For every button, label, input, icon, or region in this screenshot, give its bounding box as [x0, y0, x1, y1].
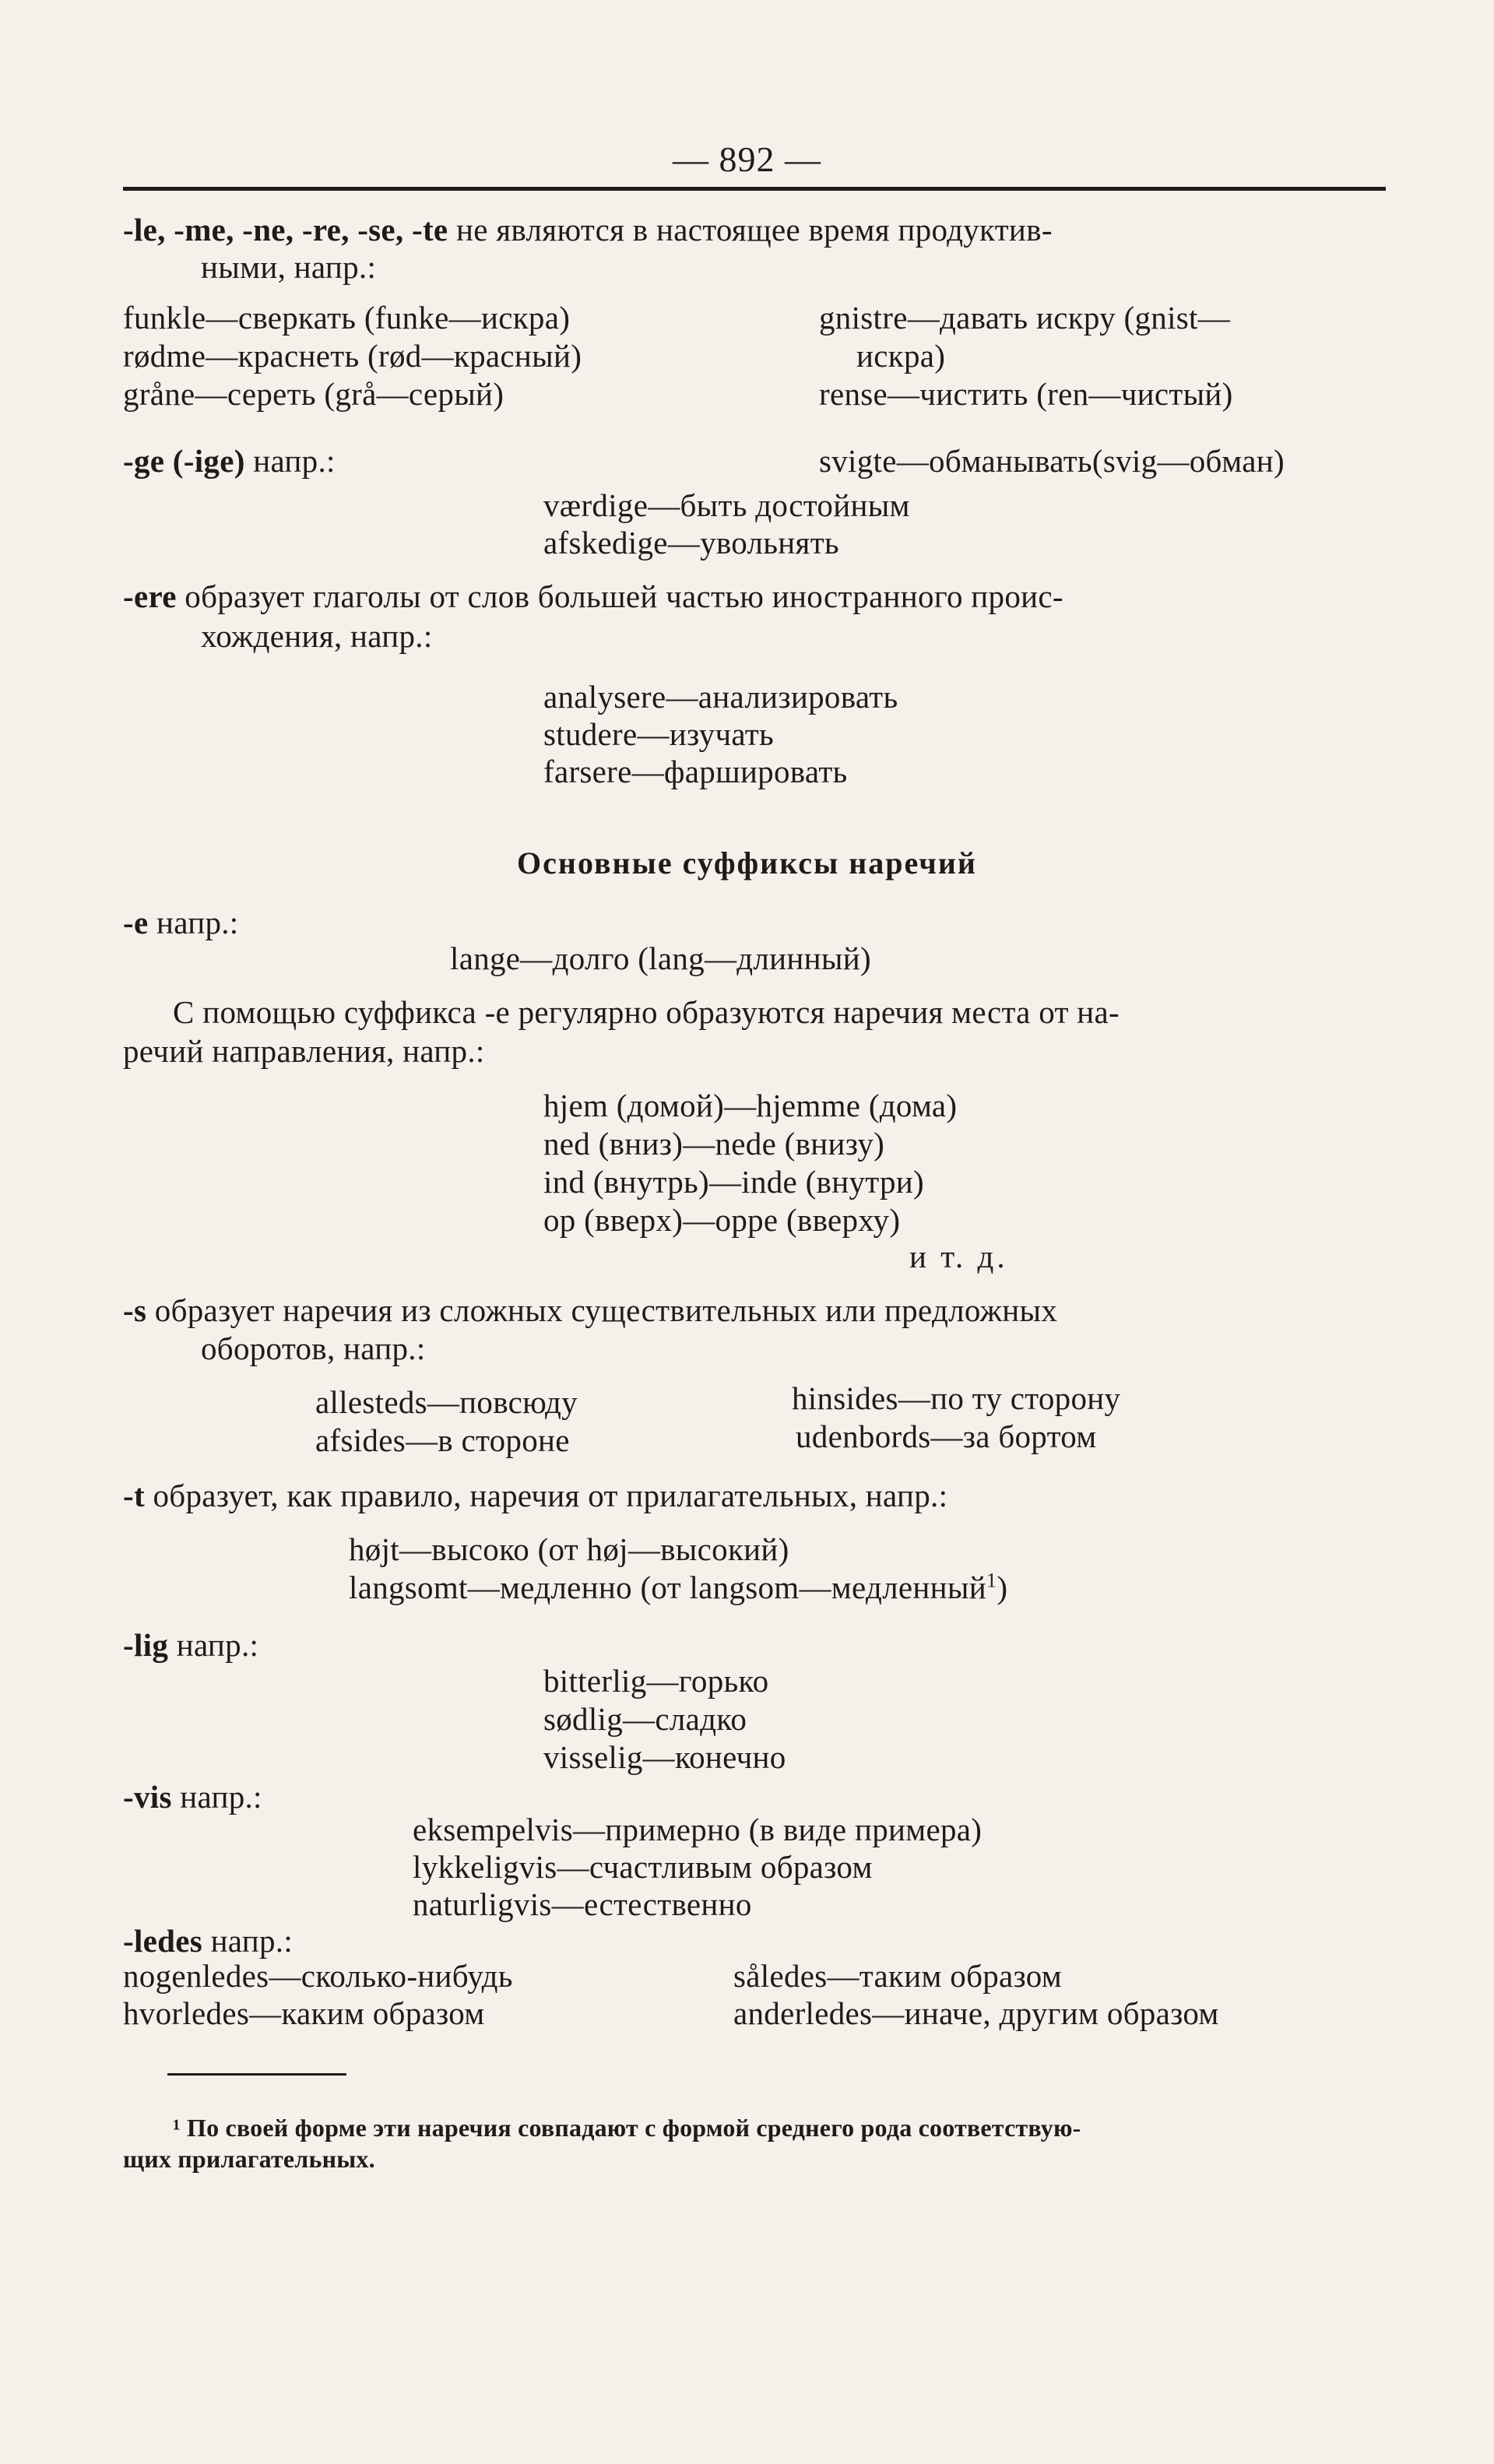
section-text: образует наречия из сложных существительных или предложных — [154, 1292, 1058, 1328]
section-text: напр.: — [156, 905, 239, 940]
section-ere-line2: хождения, напр.: — [201, 618, 433, 654]
section-text: не являются в настоящее время продуктив- — [455, 212, 1053, 248]
section-le-line2: ными, напр.: — [201, 249, 377, 285]
example-center: eksempelvis—примерно (в виде примера) — [413, 1812, 983, 1847]
example-center: ind (внутрь)—inde (внутри) — [543, 1164, 924, 1200]
section-text: образует, как правило, наречия от прилагательных, напр.: — [153, 1478, 948, 1513]
suffix-label: -ledes — [123, 1923, 202, 1959]
footnote-line: щих прилагательных. — [123, 2145, 375, 2173]
section-t-line1 — [123, 1476, 947, 1515]
section-vis-line1 — [123, 1777, 262, 1816]
paragraph-line: речий направления, напр.: — [123, 1033, 485, 1069]
example-center: op (вверх)—oppe (вверху) — [543, 1202, 901, 1238]
example-right: gnistre—давать искру (gnist— — [819, 300, 1231, 336]
example-left: afsides—в стороне — [315, 1422, 570, 1458]
footnote-marker: 1 — [986, 1569, 997, 1592]
section-text: образует глаголы от слов большей частью иностранного проис- — [185, 578, 1063, 614]
example-left: rødme—краснеть (rød—красный) — [123, 338, 582, 374]
example-center: hjem (домой)—hjemme (дома) — [543, 1088, 958, 1123]
etc-text: и т. д. — [909, 1239, 1008, 1274]
section-ge-line1 — [123, 441, 336, 480]
section-s-line1 — [123, 1291, 1057, 1330]
example-center: lange—долго (lang—длинный) — [450, 940, 871, 976]
example-text: langsomt—медленно (от langsom—медленный — [349, 1569, 986, 1605]
suffix-label: -t — [123, 1478, 145, 1513]
example-right: anderledes—иначе, другим образом — [733, 1995, 1219, 2031]
footnote-line: ¹ По своей форме эти наречия совпадают с формой среднего рода соответствую- — [173, 2114, 1081, 2142]
suffix-label: -e — [123, 905, 149, 940]
section-text: напр.: — [180, 1779, 262, 1815]
section-text: напр.: — [210, 1923, 294, 1959]
suffix-label: -s — [123, 1292, 147, 1328]
example-center: værdige—быть достойным — [543, 487, 910, 523]
example-line — [349, 1568, 1007, 1607]
example-right: rense—чистить (ren—чистый) — [819, 376, 1233, 412]
example-center: naturligvis—естественно — [413, 1886, 752, 1922]
top-rule — [123, 187, 1386, 191]
example-center: ned (вниз)—nede (внизу) — [543, 1126, 885, 1162]
suffix-label: -ge (-ige) — [123, 443, 245, 479]
paragraph-line: С помощью суффикса -e регулярно образуются наречия места от на- — [173, 994, 1120, 1030]
example-right: svigte—обманывать(svig—обман) — [819, 443, 1285, 479]
suffix-label: -le, -me, -ne, -re, -se, -te — [123, 212, 448, 248]
section-lig-line1 — [123, 1626, 258, 1664]
footnote-rule — [167, 2073, 346, 2076]
example-right: udenbords—за бортом — [796, 1418, 1097, 1454]
example-left: nogenledes—сколько-нибудь — [123, 1958, 513, 1994]
example-right: искра) — [856, 338, 946, 374]
example-left: gråne—сереть (grå—серый) — [123, 376, 504, 412]
section-le-line1 — [123, 210, 1053, 249]
section-e-line1 — [123, 903, 239, 942]
section-ledes-line1 — [123, 1921, 293, 1960]
example-center: bitterlig—горько — [543, 1663, 769, 1699]
example-center: analysere—анализировать — [543, 679, 898, 715]
example-left: hvorledes—каким образом — [123, 1995, 485, 2031]
example-center: studere—изучать — [543, 716, 775, 752]
suffix-label: -ere — [123, 578, 177, 614]
example-center: lykkeligvis—счастливым образом — [413, 1849, 873, 1885]
section-text: напр.: — [176, 1627, 259, 1663]
example-center: sødlig—сладко — [543, 1701, 747, 1737]
section-text: напр.: — [253, 443, 336, 479]
example-right: således—таким образом — [733, 1958, 1063, 1994]
example-center: visselig—конечно — [543, 1739, 786, 1775]
section-s-line2: оборотов, напр.: — [201, 1330, 426, 1366]
example-center: afskedige—увольнять — [543, 525, 839, 561]
suffix-label: -vis — [123, 1779, 172, 1815]
section-heading: Основные суффиксы наречий — [517, 845, 977, 881]
example-text-end: ) — [997, 1569, 1008, 1605]
example-right: hinsides—по ту сторону — [792, 1380, 1121, 1416]
page-number: — 892 — — [673, 139, 821, 179]
section-ere-line1 — [123, 577, 1063, 616]
example-line: højt—высоко (от høj—высокий) — [349, 1531, 789, 1567]
example-left: allesteds—повсюду — [315, 1384, 578, 1420]
example-center: farsere—фаршировать — [543, 754, 848, 789]
example-left: funkle—сверкать (funke—искра) — [123, 300, 571, 336]
suffix-label: -lig — [123, 1627, 169, 1663]
